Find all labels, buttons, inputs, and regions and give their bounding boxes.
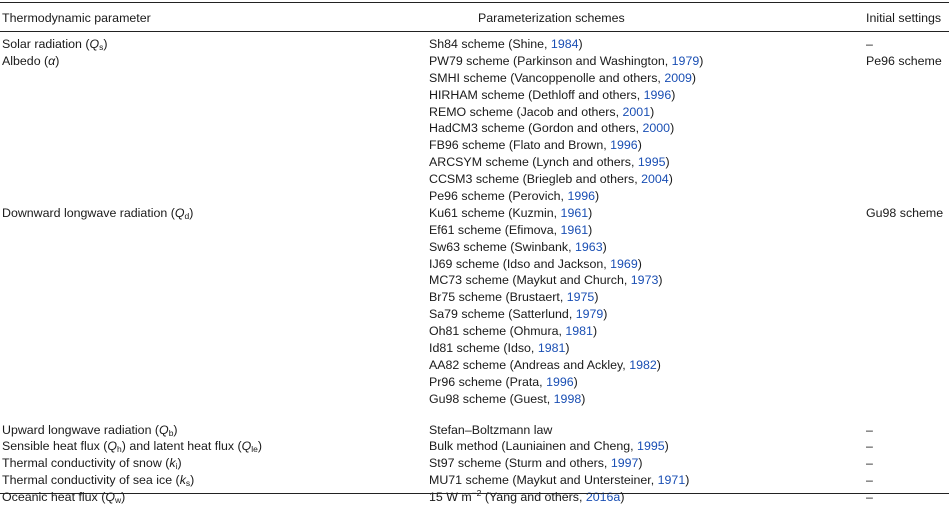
- scheme-cell: [429, 154, 670, 171]
- symbol-subscript: i: [175, 461, 178, 472]
- header-schemes: Parameterization schemes: [478, 11, 625, 25]
- parameter-name: Albedo: [2, 53, 41, 68]
- scheme-text: Pr96 scheme (Prata,: [429, 374, 547, 389]
- scheme-text: MU71 scheme (Maykut and Untersteiner,: [429, 473, 658, 488]
- scheme-text: HIRHAM scheme (Dethloff and others,: [429, 87, 644, 102]
- scheme-text-tail: ): [565, 341, 570, 356]
- table-row: [0, 455, 949, 472]
- symbol-subscript: w: [114, 495, 122, 506]
- initial-setting-cell: –: [866, 490, 873, 505]
- scheme-text-tail: ): [670, 121, 675, 136]
- scheme-text: ARCSYM scheme (Lynch and others,: [429, 155, 638, 170]
- citation-year-link[interactable]: 1996: [546, 374, 574, 389]
- table-row: [0, 239, 949, 256]
- scheme-cell: [429, 205, 592, 222]
- scheme-text: Ef61 scheme (Efimova,: [429, 222, 561, 237]
- scheme-cell: [429, 239, 607, 256]
- table-row: [0, 272, 949, 289]
- table-top-rule: [0, 2, 949, 3]
- scheme-cell: [429, 472, 689, 489]
- scheme-cell: [429, 188, 599, 205]
- unit-superscript: −2: [471, 488, 482, 499]
- citation-year-link[interactable]: 2016a: [585, 490, 621, 505]
- initial-setting-cell: Gu98 scheme: [866, 205, 944, 220]
- citation-year-link[interactable]: 1998: [553, 391, 582, 406]
- scheme-text: Pe96 scheme (Perovich,: [429, 189, 568, 204]
- scheme-text-tail: ): [592, 324, 598, 339]
- scheme-cell: [429, 323, 597, 340]
- scheme-text: Sh84 scheme (Shine,: [429, 37, 551, 51]
- scheme-cell: [429, 70, 696, 87]
- parameter-name: Thermal conductivity of sea ice: [2, 473, 173, 488]
- parameter-cell: Oceanic heat flux $(Q_w)$: [2, 490, 126, 506]
- citation-year-link[interactable]: 2004: [641, 172, 669, 187]
- symbol-subscript: s: [185, 478, 191, 489]
- table-row: [0, 323, 949, 340]
- parameter-cell: Solar radiation $(Q_s)$: [2, 37, 108, 52]
- initial-setting-cell: –: [866, 439, 873, 454]
- scheme-text-tail: ): [691, 70, 697, 85]
- scheme-text-tail: ): [637, 256, 642, 271]
- scheme-text-tail: ): [581, 391, 586, 406]
- header-initial-settings: Initial settings: [866, 11, 942, 25]
- scheme-cell: [429, 137, 642, 154]
- initial-setting-cell: –: [866, 37, 873, 51]
- scheme-text: St97 scheme (Sturm and others,: [429, 456, 611, 471]
- citation-year-link[interactable]: 1981: [537, 341, 566, 356]
- scheme-cell: [429, 340, 570, 357]
- scheme-text: Br75 scheme (Brustaert,: [429, 290, 567, 305]
- table-row: [0, 120, 949, 137]
- scheme-text-tail: ): [664, 439, 669, 454]
- citation-year-link[interactable]: 1982: [629, 357, 657, 372]
- parameter-symbol: k: [179, 473, 186, 488]
- scheme-cell: [429, 391, 585, 408]
- scheme-text: FB96 scheme (Flato and Brown,: [429, 138, 611, 153]
- parameter-symbol: α: [48, 53, 56, 68]
- header-parameter: Thermodynamic parameter: [2, 11, 151, 25]
- table-row: [0, 306, 949, 323]
- citation-year-link[interactable]: 1969: [610, 256, 638, 271]
- scheme-cell: [429, 272, 663, 289]
- parameter-cell: Sensible heat flux $(Q_h)$ and latent heat flux $(Q_{le})$: [2, 439, 263, 455]
- scheme-cell: [429, 87, 675, 104]
- scheme-text: Gu98 scheme (Guest,: [429, 391, 554, 406]
- scheme-text-tail: ): [668, 172, 673, 187]
- citation-year-link[interactable]: 2001: [622, 104, 651, 119]
- scheme-text: Id81 scheme (Idso,: [429, 341, 538, 356]
- scheme-text-tail: ): [638, 456, 643, 471]
- table-row: [0, 137, 949, 154]
- scheme-text-tail: ): [588, 222, 593, 237]
- table-row: [0, 256, 949, 273]
- table-header-rule: [0, 31, 949, 32]
- scheme-cell: [429, 104, 654, 121]
- initial-setting-cell: –: [866, 473, 873, 488]
- table-row: [0, 340, 949, 357]
- scheme-text: PW79 scheme (Parkinson and Washington,: [429, 53, 672, 68]
- scheme-cell: [429, 53, 703, 70]
- table-row: [0, 472, 949, 489]
- scheme-cell: [429, 256, 642, 273]
- scheme-text-tail: ): [637, 138, 642, 153]
- scheme-text-tail: ): [656, 357, 661, 372]
- parameter-cell: Upward longwave radiation $(Q_b)$: [2, 422, 178, 438]
- parameter-name: Downward longwave radiation: [2, 205, 168, 220]
- scheme-text: Sw63 scheme (Swinbank,: [429, 239, 576, 254]
- scheme-text-tail: ): [620, 490, 625, 505]
- parameter-name: Upward longwave radiation: [2, 422, 152, 437]
- table-body: [0, 36, 949, 506]
- scheme-cell: [429, 422, 552, 439]
- citation-year-link[interactable]: 1973: [630, 273, 659, 288]
- scheme-text-tail: ): [588, 205, 593, 220]
- table-row: [0, 489, 949, 506]
- table-row: [0, 36, 949, 53]
- citation-year-link[interactable]: 1995: [637, 439, 665, 454]
- scheme-text-tail: ): [665, 155, 670, 170]
- citation-year-link[interactable]: 1961: [560, 222, 589, 237]
- citation-year-link[interactable]: 1979: [575, 307, 604, 322]
- initial-setting-cell: Pe96 scheme: [866, 53, 942, 68]
- scheme-text: Bulk method (Launiainen and Cheng,: [429, 439, 638, 454]
- scheme-cell: [429, 357, 661, 374]
- citation-year-link[interactable]: 2000: [642, 121, 671, 136]
- scheme-cell: [429, 306, 607, 323]
- citation-year-link[interactable]: 1996: [610, 138, 638, 153]
- table-row: [0, 205, 949, 222]
- citation-year-link[interactable]: 1961: [560, 205, 589, 220]
- scheme-text-tail: ): [671, 87, 676, 102]
- scheme-text: HadCM3 scheme (Gordon and others,: [429, 121, 643, 136]
- scheme-text: MC73 scheme (Maykut and Church,: [429, 273, 631, 288]
- parameter-symbol: Q: [105, 490, 115, 505]
- scheme-text-tail: ): [595, 189, 600, 204]
- scheme-text-b: (Yang and others,: [481, 490, 586, 505]
- symbol-subscript: h: [117, 444, 122, 455]
- scheme-text-tail: ): [658, 273, 663, 288]
- scheme-text-tail: ): [594, 290, 599, 305]
- table-row: [0, 53, 949, 70]
- table-row: [0, 374, 949, 391]
- citation-year-link[interactable]: 1971: [657, 473, 686, 488]
- parameter-cell: Albedo (α): [2, 53, 60, 68]
- table-bottom-rule: [0, 493, 949, 494]
- table-row: [0, 289, 949, 306]
- parameter-symbol: Q: [89, 37, 100, 51]
- scheme-text: 15 W m: [429, 490, 472, 505]
- symbol-subscript: b: [168, 427, 174, 438]
- citation-year-link[interactable]: 1984: [550, 37, 579, 51]
- scheme-text-tail: ): [603, 307, 608, 322]
- parameter-name: Oceanic heat flux: [2, 490, 98, 505]
- scheme-text-tail: ): [578, 37, 583, 51]
- parameter-name: Sensible heat flux: [2, 439, 100, 454]
- scheme-text: Stefan–Boltzmann law: [429, 422, 553, 437]
- citation-year-link[interactable]: 1996: [567, 189, 596, 204]
- scheme-text: AA82 scheme (Andreas and Ackley,: [429, 357, 630, 372]
- table-row: [0, 422, 949, 439]
- scheme-text-tail: ): [573, 374, 578, 389]
- symbol-subscript-2: le: [251, 444, 258, 455]
- scheme-text-tail: ): [650, 104, 655, 119]
- parameter-name: Thermal conductivity of snow: [2, 456, 162, 471]
- scheme-cell: [429, 120, 674, 137]
- table-row: [0, 154, 949, 171]
- parameter-symbol-2: Q: [241, 439, 252, 454]
- parameter-symbol: Q: [174, 205, 185, 220]
- citation-year-link[interactable]: 1979: [671, 53, 700, 68]
- scheme-cell: [429, 489, 624, 506]
- citation-year-link[interactable]: 1981: [565, 324, 593, 339]
- scheme-cell: [429, 222, 592, 239]
- table-row: [0, 70, 949, 87]
- scheme-text: Oh81 scheme (Ohmura,: [429, 324, 566, 339]
- table-row: [0, 104, 949, 121]
- scheme-text-tail: ): [699, 53, 704, 68]
- citation-year-link[interactable]: 1997: [610, 456, 639, 471]
- scheme-text: IJ69 scheme (Idso and Jackson,: [429, 256, 611, 271]
- scheme-cell: [429, 289, 598, 306]
- table-row: [0, 188, 949, 205]
- parameter-symbol: Q: [159, 422, 169, 437]
- citation-year-link[interactable]: 2009: [664, 70, 692, 85]
- scheme-text-tail: ): [602, 239, 607, 254]
- scheme-cell: [429, 374, 578, 391]
- symbol-subscript: d: [184, 210, 190, 221]
- parameter-cell: Downward longwave radiation $(Q_d)$: [2, 205, 194, 221]
- parameter-cell: Thermal conductivity of snow $(k_i)$: [2, 456, 182, 472]
- parameter-symbol: k: [169, 456, 176, 471]
- scheme-cell: [429, 455, 643, 472]
- scheme-text: Sa79 scheme (Satterlund,: [429, 307, 576, 322]
- table-row: [0, 438, 949, 455]
- scheme-text: CCSM3 scheme (Briegleb and others,: [429, 172, 642, 187]
- symbol-subscript: s: [99, 42, 104, 52]
- citation-year-link[interactable]: 1963: [575, 239, 603, 254]
- citation-year-link[interactable]: 1995: [637, 155, 666, 170]
- scheme-text-tail: ): [685, 473, 690, 488]
- table-row: [0, 357, 949, 374]
- scheme-cell: [429, 36, 583, 53]
- parameter-cell: Thermal conductivity of sea ice $(k_s)$: [2, 473, 195, 489]
- citation-year-link[interactable]: 1975: [566, 290, 595, 305]
- table-row: [0, 391, 949, 408]
- parameter-name-2: and latent heat flux: [125, 439, 235, 454]
- scheme-cell: [429, 438, 669, 455]
- initial-setting-cell: –: [866, 422, 873, 437]
- table-row: [0, 87, 949, 104]
- table-row: [0, 171, 949, 188]
- citation-year-link[interactable]: 1996: [643, 87, 672, 102]
- scheme-text: Ku61 scheme (Kuzmin,: [429, 205, 561, 220]
- parameter-symbol: Q: [107, 439, 118, 454]
- scheme-text: REMO scheme (Jacob and others,: [429, 104, 623, 119]
- table-row: [0, 222, 949, 239]
- scheme-text: SMHI scheme (Vancoppenolle and others,: [429, 70, 665, 85]
- parameter-name: Solar radiation: [2, 37, 82, 51]
- scheme-cell: [429, 171, 673, 188]
- initial-setting-cell: –: [866, 456, 873, 471]
